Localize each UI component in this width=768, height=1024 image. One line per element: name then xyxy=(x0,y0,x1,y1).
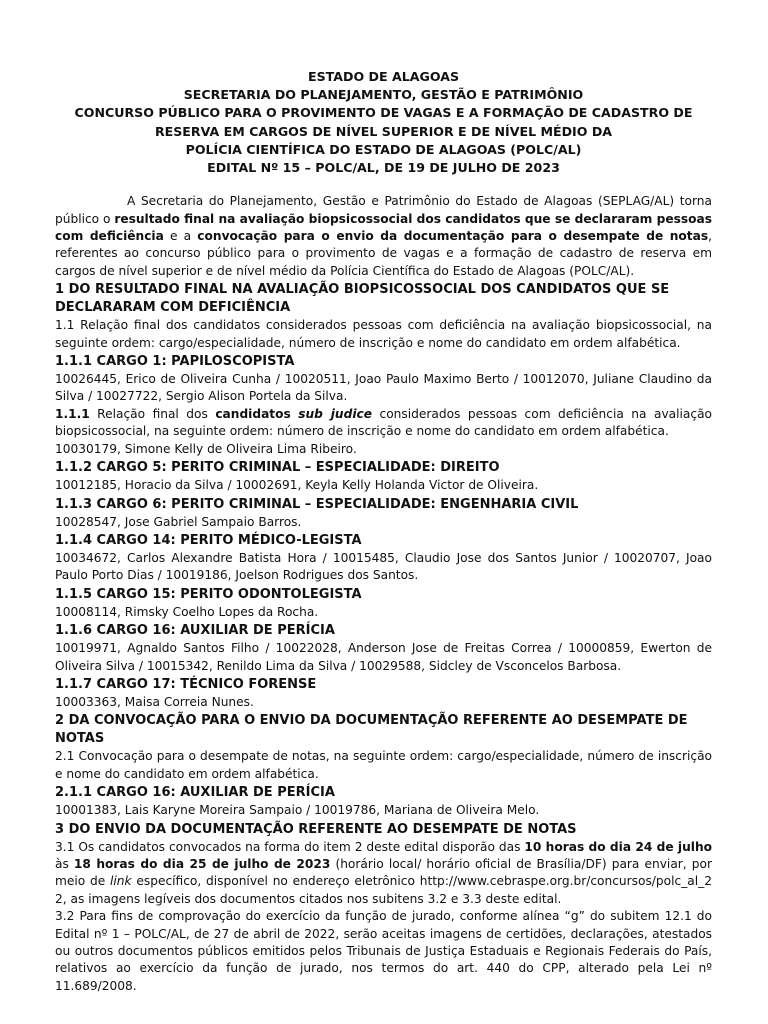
sub-judice-text: Relação final dos xyxy=(89,406,216,421)
intro-paragraph xyxy=(55,193,712,280)
sub-judice-text: considerados pessoas com deficiência na avaliação biopsicossocial, na seguinte ordem: número de inscrição e nome do candidato em ordem alfabética. xyxy=(55,406,712,439)
intro-text: e a xyxy=(163,229,198,244)
section-1-title: 1 DO RESULTADO FINAL NA AVALIAÇÃO BIOPSICOSSOCIAL DOS CANDIDATOS QUE SE DECLARARAM COM DEFICIÊNCIA xyxy=(55,282,670,316)
sub-judice-bold: candidatos xyxy=(215,406,291,421)
section-1-1-paragraph: 1.1 Relação final dos candidatos considerados pessoas com deficiência na avaliação biopsicossocial, na seguinte ordem: cargo/especialidade, número de inscrição e nome do candidato em ordem alfabética. xyxy=(55,318,712,350)
header-secretariat: SECRETARIA DO PLANEJAMENTO, GESTÃO E PATRIMÔNIO xyxy=(183,87,584,103)
cargo-1-title: 1.1.1 CARGO 1: PAPILOSCOPISTA xyxy=(55,354,295,370)
cargo-15-list: 10008114, Rimsky Coelho Lopes da Rocha. xyxy=(55,604,319,619)
section-2-1-paragraph: 2.1 Convocação para o desempate de notas, na seguinte ordem: cargo/especialidade, número de inscrição e nome do candidato em ordem alfabética. xyxy=(55,749,712,781)
cargo-1-list: 10026445, Erico de Oliveira Cunha / 10020511, Joao Paulo Maximo Berto / 10012070, Juliane Claudino da Silva / 10027722, Sergio Alison Portela da Silva. xyxy=(55,372,712,404)
cebraspe-url: http://www.cebraspe.org.br/concursos/polc_al_22 xyxy=(55,874,712,906)
intro-bold-convocation: convocação para o envio da documentação para o desempate de notas xyxy=(197,229,709,244)
sub-judice-paragraph xyxy=(55,406,712,441)
end-time-bold: 18 horas do dia 25 de julho de 2023 xyxy=(73,856,331,871)
cargo-5-list: 10012185, Horacio da Silva / 10002691, Keyla Kelly Holanda Victor de Oliveira. xyxy=(55,478,539,493)
section-3-1-text: às xyxy=(55,856,74,871)
cargo-17-list: 10003363, Maisa Correia Nunes. xyxy=(55,694,254,709)
sub-judice-italic: sub judice xyxy=(298,406,373,421)
intro-bold-result: resultado final na avaliação biopsicossocial dos candidatos que se declararam pessoas com deficiência xyxy=(55,211,712,244)
cargo-16-list: 10019971, Agnaldo Santos Filho / 10022028, Anderson Jose de Freitas Correa / 10000859, Ewerton de Oliveira Silva / 10015342, Renildo Lima da Silva / 10029588, Sidcley de Vsconcelos Barbosa. xyxy=(55,641,712,673)
section-3-1-text: , as imagens legíveis dos documentos citados nos subitens 3.2 e 3.3 deste edital. xyxy=(62,891,562,906)
section-3-1-text: específico, disponível no endereço eletrônico xyxy=(131,874,420,889)
document-header xyxy=(55,68,712,177)
cargo-17-title: 1.1.7 CARGO 17: TÉCNICO FORENSE xyxy=(55,676,317,692)
cargo-6-title: 1.1.3 CARGO 6: PERITO CRIMINAL – ESPECIALIDADE: ENGENHARIA CIVIL xyxy=(55,496,579,512)
header-agency: POLÍCIA CIENTÍFICA DO ESTADO DE ALAGOAS (POLC/AL) xyxy=(185,141,582,157)
header-edict: EDITAL Nº 15 – POLC/AL, DE 19 DE JULHO DE 2023 xyxy=(207,160,560,176)
section-3-1-text: 3.1 Os candidatos convocados na forma do item 2 deste edital disporão das xyxy=(55,839,525,854)
section-2-cargo-16-list: 10001383, Lais Karyne Moreira Sampaio / 10019786, Mariana de Oliveira Melo. xyxy=(55,803,540,818)
cargo-5-title: 1.1.2 CARGO 5: PERITO CRIMINAL – ESPECIALIDADE: DIREITO xyxy=(55,460,500,476)
cargo-14-title: 1.1.4 CARGO 14: PERITO MÉDICO-LEGISTA xyxy=(55,532,362,548)
header-state: ESTADO DE ALAGOAS xyxy=(307,69,460,84)
section-2-cargo-16-title: 2.1.1 CARGO 16: AUXILIAR DE PERÍCIA xyxy=(55,785,335,801)
cargo-14-list: 10034672, Carlos Alexandre Batista Hora / 10015485, Claudio Jose dos Santos Junior / 10020707, Joao Paulo Porto Dias / 10019186, Joelson Rodrigues dos Santos. xyxy=(55,550,712,583)
intro-text: , referentes ao concurso público para o provimento de vagas e a formação de cadastro de reserva em cargos de nível superior e de nível médio da Polícia Científica do Estado de Alagoas (POLC/AL). xyxy=(55,229,712,278)
section-3-title: 3 DO ENVIO DA DOCUMENTAÇÃO REFERENTE AO DESEMPATE DE NOTAS xyxy=(55,821,577,837)
section-3-1-text: (horário local/ horário oficial de Brasília/DF) para enviar, por meio de xyxy=(55,856,712,889)
header-contest: CONCURSO PÚBLICO PARA O PROVIMENTO DE VAGAS E A FORMAÇÃO DE CADASTRO DE RESERVA EM CARGOS DE NÍVEL SUPERIOR E DE NÍVEL MÉDIO DA xyxy=(74,105,693,139)
section-3-2-paragraph: 3.2 Para fins de comprovação do exercício da função de jurado, conforme alínea “g” do subitem 12.1 do Edital nº 1 – POLC/AL, de 27 de abril de 2022, serão aceitas imagens de certidões, declarações, atestados ou outros documentos públicos emitidos pelos Tribunais de Justiça Estaduais e Regionais Federais do País, relativos ao exercício da função de jurado, nos termos do art. 440 do CPP, alterado pela Lei nº 11.689/2008. xyxy=(55,909,712,993)
section-3-1-paragraph xyxy=(55,839,712,909)
sub-judice-list: 10030179, Simone Kelly de Oliveira Lima Ribeiro. xyxy=(55,441,357,456)
cargo-6-list: 10028547, Jose Gabriel Sampaio Barros. xyxy=(55,514,302,529)
cargo-16-title: 1.1.6 CARGO 16: AUXILIAR DE PERÍCIA xyxy=(55,623,335,639)
start-time-bold: 10 horas do dia 24 de julho xyxy=(524,839,712,854)
intro-text: A Secretaria do Planejamento, Gestão e Patrimônio do Estado de Alagoas (SEPLAG/AL) torna público o xyxy=(55,194,712,226)
section-2-title: 2 DA CONVOCAÇÃO PARA O ENVIO DA DOCUMENTAÇÃO REFERENTE AO DESEMPATE DE NOTAS xyxy=(55,713,688,747)
link-italic-word: link xyxy=(110,874,132,889)
cargo-15-title: 1.1.5 CARGO 15: PERITO ODONTOLEGISTA xyxy=(55,586,362,602)
sub-judice-number: 1.1.1 xyxy=(55,406,90,421)
